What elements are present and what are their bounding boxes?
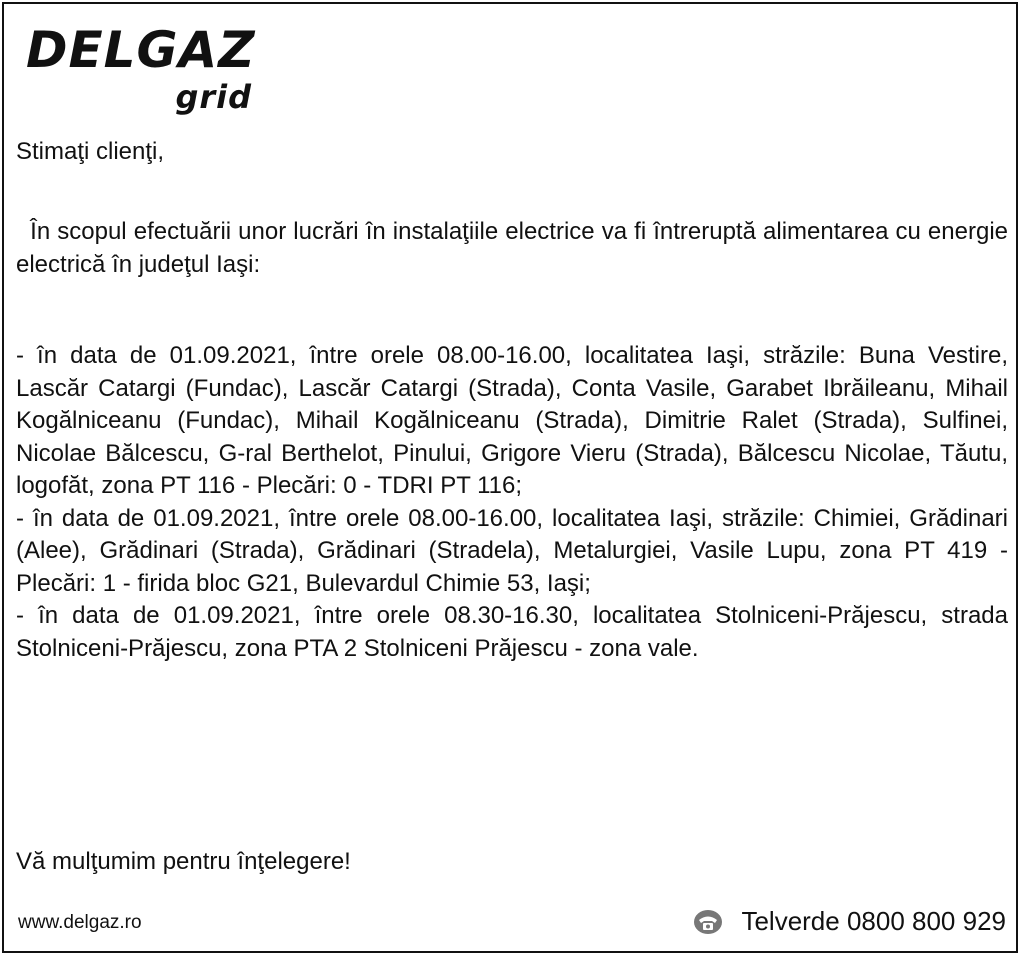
intro-paragraph: [16, 216, 1008, 281]
thanks-text: Vă mulţumim pentru înţelegere!: [16, 848, 351, 875]
greeting: Stimaţi clienţi,: [16, 138, 165, 165]
logo-sub: grid: [175, 78, 252, 116]
outage-item: - în data de 01.09.2021, între orele 08.00-16.00, localitatea Iaşi, străzile: Chimiei, Grădinari (Alee), Grădinari (Strada), Grădinari (Stradela), Metalurgiei, Vasile Lupu, zona PT 419 - Plecări: 1 - firida bloc G21, Bulevardul Chimie 53, Iaşi;: [16, 504, 1008, 597]
telephone-icon: [693, 907, 723, 937]
outage-item: - în data de 01.09.2021, între orele 08.00-16.00, localitatea Iaşi, străzile: Buna Vestire, Lascăr Catargi (Fundac), Lascăr Catargi (Strada), Conta Vasile, Garabet Ibrăileanu, Mihail Kogălniceanu (Fundac), Mihail Kogălniceanu (Strada), Dimitrie Ralet (Strada), Sulfinei, Nicolae Bălcescu, G-ral Berthelot, Pinului, Grigore Vieru (Strada), Bălcescu Nicolae, Tăutu, logofăt, zona PT 116 - Plecări: 0 - TDRI PT 116;: [16, 342, 1008, 499]
phone-info: [693, 906, 1006, 937]
logo-brand: DELGAZ: [26, 21, 256, 79]
outage-item: - în data de 01.09.2021, între orele 08.30-16.30, localitatea Stolniceni-Prăjescu, strada Stolniceni-Prăjescu, zona PTA 2 Stolniceni Prăjescu - zona vale.: [16, 602, 1008, 662]
outage-list: [16, 340, 1008, 665]
website-link[interactable]: www.delgaz.ro: [18, 912, 142, 933]
intro-text: În scopul efectuării unor lucrări în instalaţiile electrice va fi întreruptă alimentarea cu energie electrică în judeţul Iaşi:: [16, 218, 1008, 278]
phone-number: Telverde 0800 800 929: [741, 906, 1006, 936]
delgaz-grid-logo: [26, 22, 266, 114]
